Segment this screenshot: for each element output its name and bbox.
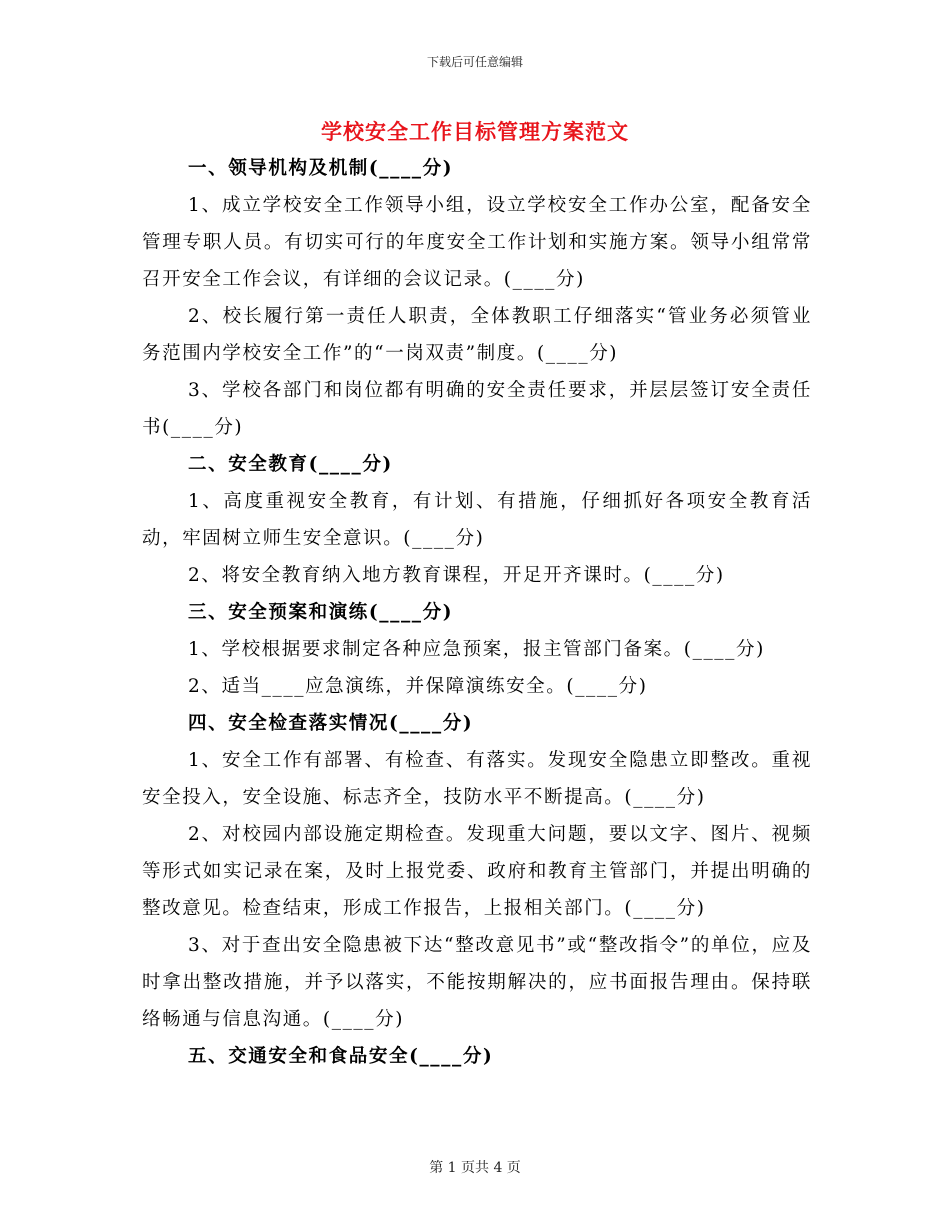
section-item: 2、校长履行第一责任人职责，全体教职工仔细落实“管业务必须管业务范围内学校安全工作”的“一岗双责”制度。(____分) [142, 306, 812, 364]
section-item: 2、将安全教育纳入地方教育课程，开足开齐课时。(____分) [188, 565, 725, 586]
section-item: 3、学校各部门和岗位都有明确的安全责任要求，并层层签订安全责任书(____分) [142, 380, 812, 438]
section-item: 1、高度重视安全教育，有计划、有措施，仔细抓好各项安全教育活动，牢固树立师生安全意识。(____分) [142, 491, 812, 549]
section-item: 1、成立学校安全工作领导小组，设立学校安全工作办公室，配备安全管理专职人员。有切实可行的年度安全工作计划和实施方案。领导小组常常召开安全工作会议，有详细的会议记录。(____分) [142, 195, 812, 290]
section-heading: 五、交通安全和食品安全(____分) [188, 1046, 494, 1067]
section-heading: 四、安全检查落实情况(____分) [188, 713, 474, 734]
section-heading: 二、安全教育(____分) [188, 454, 393, 475]
document-title: 学校安全工作目标管理方案范文 [321, 119, 629, 144]
document-body [142, 150, 812, 1075]
section-item: 1、安全工作有部署、有检查、有落实。发现安全隐患立即整改。重视安全投入，安全设施、标志齐全，技防水平不断提高。(____分) [142, 750, 812, 808]
page-footer: 第 1 页共 4 页 [429, 1160, 521, 1176]
section-heading: 一、领导机构及机制(____分) [188, 158, 454, 179]
section-heading: 三、安全预案和演练(____分) [188, 602, 454, 623]
section-item: 1、学校根据要求制定各种应急预案，报主管部门备案。(____分) [188, 639, 765, 660]
page-header-note: 下载后可任意编辑 [426, 55, 523, 69]
section-item: 2、适当____应急演练，并保障演练安全。(____分) [188, 676, 648, 697]
section-item: 3、对于查出安全隐患被下达“整改意见书”或“整改指令”的单位，应及时拿出整改措施，并予以落实，不能按期解决的，应书面报告理由。保持联络畅通与信息沟通。(____分) [142, 935, 812, 1030]
section-item: 2、对校园内部设施定期检查。发现重大问题，要以文字、图片、视频等形式如实记录在案，及时上报党委、政府和教育主管部门，并提出明确的整改意见。检查结束，形成工作报告，上报相关部门。(____分) [142, 824, 812, 919]
